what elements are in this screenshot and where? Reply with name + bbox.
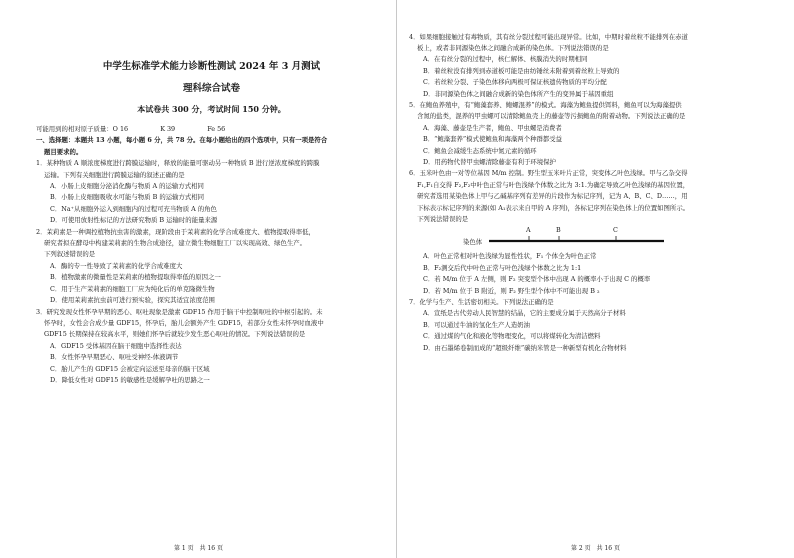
question-stem-line: F₁,F₁自交得 F₂,F₂中叶色正常与叶色浅绿个体数之比为 3:1.为确定导致乙叶色浅绿的基因位置， [417,180,690,189]
question-stem-line: 3．研究发现女性怀孕早期的恶心、呕吐现象是激素 GDF15 作用于脑干中控制呕吐的中枢引起的。未 [36,307,323,316]
question-1 [36,159,387,225]
option-c: C．鲍鱼会减缓生态系统中氮元素的循环 [423,146,537,155]
option-d: D．使用茉莉素抗虫前可进行预实验，探究其适宜浓度范围 [50,296,215,305]
question-3 [36,308,387,385]
question-stem-line: 怀孕时，女性会合成少量 GDF15，怀孕后，胎儿会额外产生 GDF15，若部分女性未怀孕时血液中 [44,318,324,327]
question-stem-line: 6．玉米叶色由一对等位基因 M/m 控制。野生型玉米叶片正常，突变体乙叶色浅绿。甲与乙杂交得 [409,169,688,178]
exam-info: 本试卷共 300 分，考试时间 150 分钟。 [137,104,286,114]
option-d: D．由石墨烯卷制而成的“超级纤维”碳纳米管是一种新型有机化合物材料 [423,343,627,352]
question-stem-line: 研究者拟在酵母中构建茉莉素的生物合成途径，建立微生物细胞工厂以实现高效、绿色生产。 [44,239,307,248]
page-footer: 第 2 页 共 16 页 [570,545,621,552]
option-d: D．降低女性对 GDF15 的敏感性是缓解孕吐的思路之一 [50,375,210,384]
question-4 [409,33,780,99]
atomic-mass-o: 可能用到的相对原子质量：O 16 [36,125,129,133]
question-2 [36,228,387,305]
option-b: B．女性怀孕早期恶心、呕吐受神经-体液调节 [50,353,179,362]
option-b: B．植物激素的微量性是茉莉素的植物提取得率低的原因之一 [50,273,221,282]
option-a: A．小肠上皮细胞分泌消化酶与物质 A 的运输方式相同 [50,182,204,191]
locus-b-label: B [556,225,561,234]
exam-subject: 理科综合试卷 [182,83,240,94]
atomic-mass-k: K 39 [160,125,176,133]
option-b: B．“鲍藻套养”模式使鲍鱼和海藻两个种群都受益 [423,135,563,144]
chromosome-label: 染色体 [463,237,483,246]
question-stem-line: 板上，或者非同源染色体之间融合成新的染色体。下列说法错误的是 [417,43,609,52]
question-stem-line: 含氮的盐类，混养的甲虫螺可以清除鲍鱼壳上的藤壶等污损鲍鱼的附着动物。下列说法正确的是 [417,112,686,121]
option-d: D．若 M/m 位于 B 附近，则 F₂ 野生型个体中不可能出现 B ₂ [423,286,600,295]
option-c: C．Na⁺从细胞外运入到细胞内的过程可充当物质 A 的角色 [50,204,217,213]
question-stem-line: 运输。下列有关细胞进行跨膜运输的叙述正确的是 [44,170,185,179]
question-stem-line: 研究者选用某染色体上甲与乙碱基序列有差异的片段作为标记序列，记为 A、B、C、D……，用 [417,192,688,201]
option-c: C．用于生产茉莉素的细胞工厂应为纯化后的单克隆微生物 [50,284,215,293]
question-stem-line: 下列说法错误的是 [417,215,469,223]
question-stem-line: 5．在鲍鱼养殖中，有“鲍藻套养、鲍螺混养”的模式。海藻为鲍鱼提供饵料，鲍鱼可以为海藻提供 [409,100,682,109]
section-header-line: 一、选择题：本题共 13 小题，每小题 6 分，共 78 分。在每小题给出的四个选项中，只有一项是符合 [36,136,328,145]
option-a: A．叶色正常相对叶色浅绿为显性性状，F₁ 个体全为叶色正常 [423,252,597,261]
question-stem-line: GDF15 长期保持在较高水平，则她们怀孕后就较少发生恶心呕吐的情况。下列说法错误的是 [44,330,306,339]
option-a: A．海藻、藤壶是生产者，鲍鱼、甲虫螺是消费者 [423,123,562,132]
option-d: D．用药物代替甲虫螺清除藤壶有利于环境保护 [423,157,556,166]
question-stem-line: 下列叙述错误的是 [44,250,96,259]
option-b: B．着丝粒没有排列到赤道板可能是由纺锤丝未附着到着丝粒上导致的 [423,66,620,75]
option-d: D．可使用放射性标记的方法研究物质 B 运输时的能量来源 [50,216,218,225]
option-c: C．胎儿产生的 GDF15 会被定向运送至母亲的脑干区域 [50,364,210,373]
locus-a-label: A [526,225,531,234]
option-b: B．F₂测交后代中叶色正常与叶色浅绿个体数之比为 1:1 [423,263,582,272]
question-7 [409,298,780,353]
chromosome-graphic [409,226,780,250]
exam-title: 中学生标准学术能力诊断性测试 2024 年 3 月测试 [102,61,321,72]
locus-c-label: C [613,225,618,234]
section-header-line: 题目要求的。 [44,147,83,156]
atomic-masses [36,125,387,134]
option-a: A．宣纸是古代劳动人民智慧的结晶，它的主要成分属于天然高分子材料 [423,309,626,318]
option-b: B．可以通过牛油的氢化生产人造奶油 [423,320,530,329]
option-d: D．非同源染色体之间融合成新的染色体所产生的变异属于基因重组 [423,89,614,98]
option-c: C．通过煤的气化和液化等物理变化，可以将煤转化为清洁燃料 [423,332,601,341]
question-stem-line: 下标表示标记序列的来源(如 A₁表示来自甲的 A 序列)，各标记序列在染色体上的位置如图所示。 [417,203,690,212]
question-stem-line: 2．茉莉素是一种调控植物抗虫害的激素，现阶段由于茉莉素的化学合成难度大、植物提取得率低， [36,227,315,236]
option-a: A．酶的专一性导致了茉莉素的化学合成难度大 [50,261,183,270]
page-footer: 第 1 页 共 16 页 [173,545,224,552]
option-a: A．在有丝分裂的过程中，核仁解体、核膜消失的时期相同 [423,55,588,64]
option-c: C．若丝粒分裂、子染色体移向两极可保证核遗传物质的平均分配 [423,78,607,87]
option-c: C．若 M/m 位于 A 左侧，则 F₂ 突变型个体中出现 A 的概率小于出现 C 的概率 [423,275,651,284]
question-6 [409,169,780,295]
question-stem-line: 1．某种物质 A 顺浓度梯度进行跨膜运输时，释放的能量可驱动另一种物质 B 进行逆浓度梯度的跨膜 [36,159,320,168]
chromosome-diagram [409,226,780,250]
exam-page-2 [397,0,794,558]
option-a: A．GDF15 受体基因在脑干细胞中选择性表达 [50,341,182,350]
question-stem-line: 7．化学与生产、生活密切相关。下列说法正确的是 [409,298,554,307]
question-5 [409,101,780,167]
section-header [36,136,387,156]
atomic-mass-fe: Fe 56 [207,125,226,133]
option-b: B．小肠上皮细胞吸收水可能与物质 B 的运输方式相同 [50,193,205,202]
question-stem-line: 4．如果细胞接触过有毒物质，其有丝分裂过程可能出现异常。比如，中期时着丝粒不能排列在赤道 [409,32,688,41]
